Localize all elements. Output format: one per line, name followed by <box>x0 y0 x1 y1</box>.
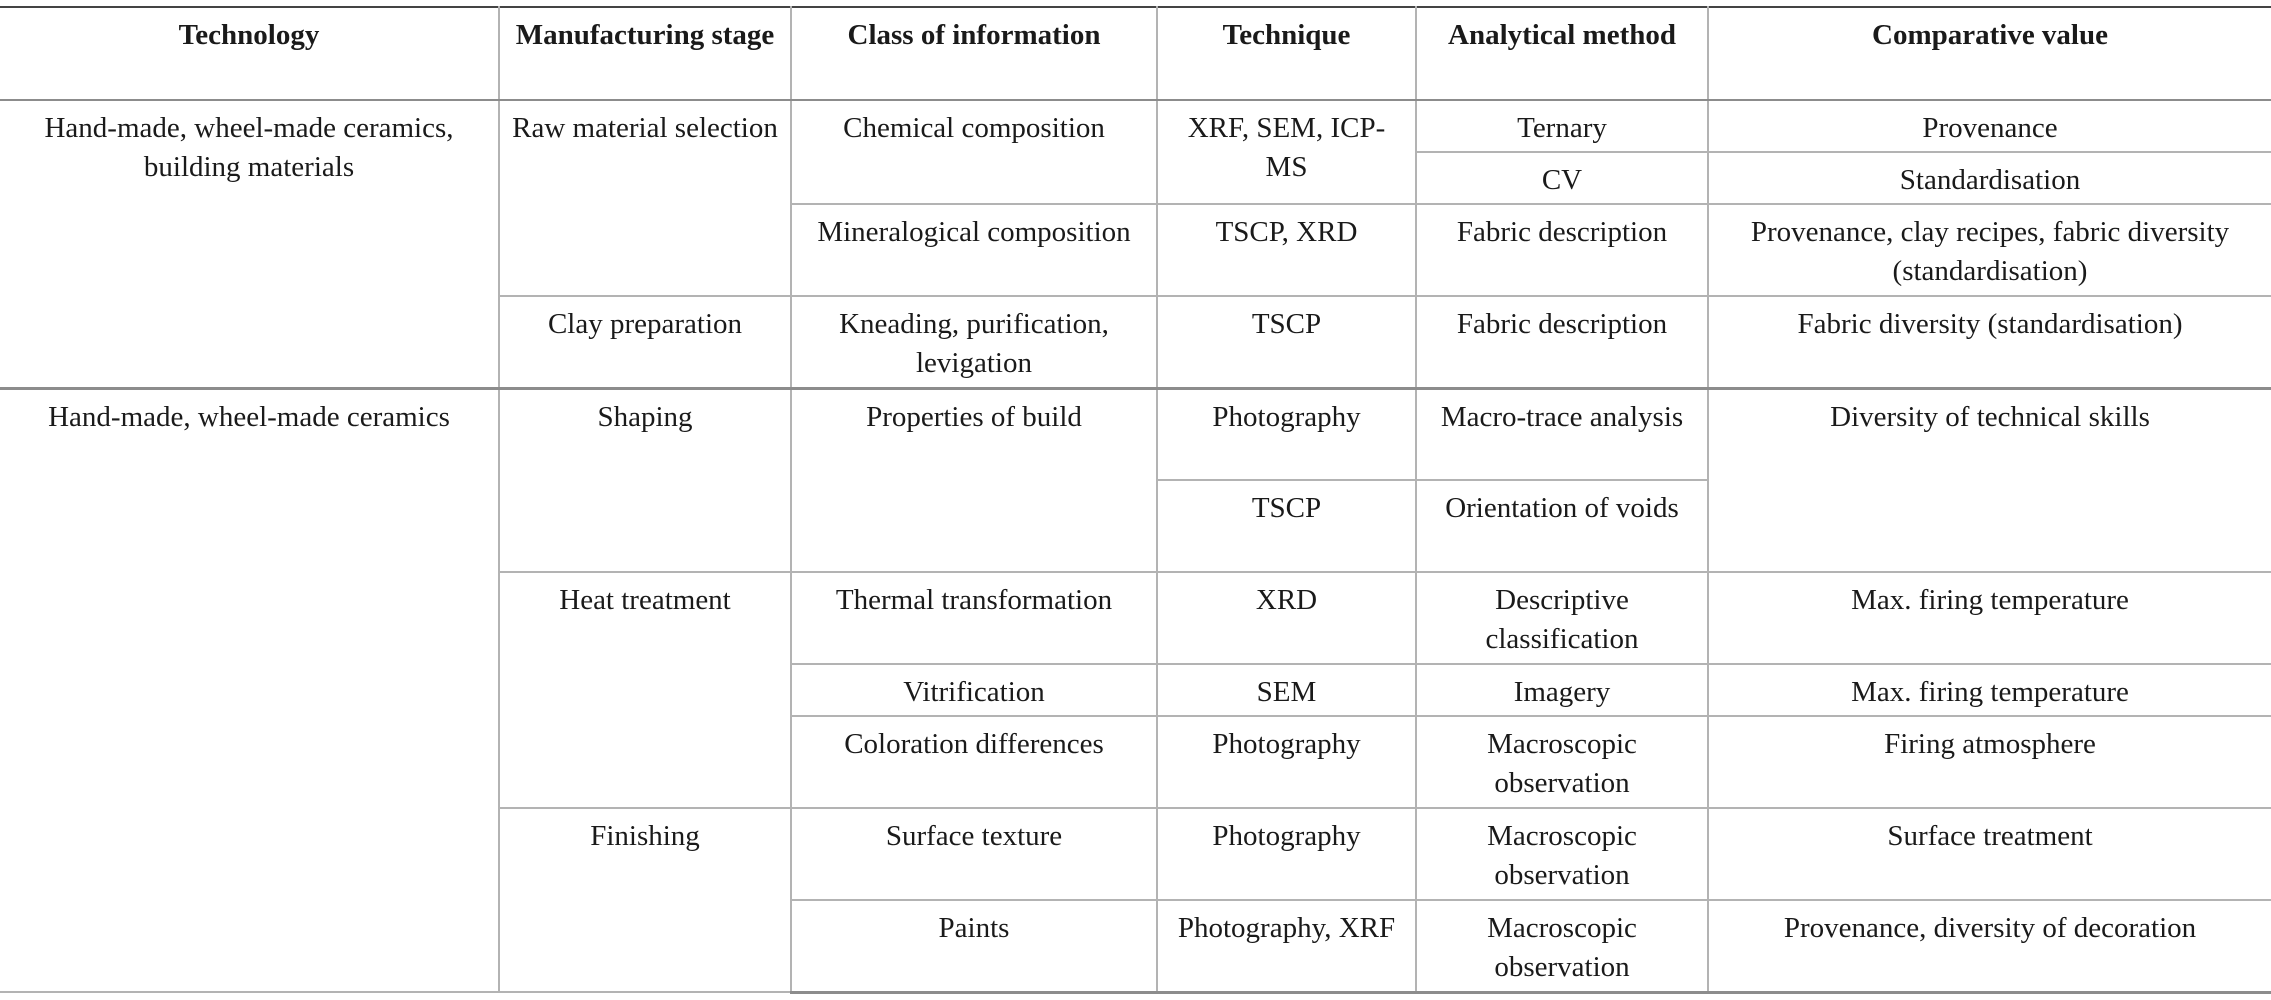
technique-cell: Photography, XRF <box>1157 900 1416 992</box>
class-cell: Thermal transformation <box>791 572 1157 664</box>
header-row <box>0 7 2271 100</box>
method-cell: Descriptive classification <box>1416 572 1708 664</box>
method-cell: Macro-trace analysis <box>1416 388 1708 480</box>
stage-cell: Finishing <box>499 808 791 992</box>
value-cell: Max. firing temperature <box>1708 572 2271 664</box>
technique-cell: TSCP <box>1157 480 1416 572</box>
class-cell: Coloration differences <box>791 716 1157 808</box>
value-cell: Diversity of technical skills <box>1708 388 2271 572</box>
class-cell: Surface texture <box>791 808 1157 900</box>
method-cell: Macroscopic observation <box>1416 716 1708 808</box>
value-cell: Provenance <box>1708 100 2271 152</box>
value-cell: Max. firing temperature <box>1708 664 2271 716</box>
method-cell: Fabric description <box>1416 204 1708 296</box>
technique-cell: SEM <box>1157 664 1416 716</box>
technique-cell: Photography <box>1157 808 1416 900</box>
header-class-of-information: Class of information <box>791 7 1157 100</box>
technique-cell: TSCP, XRD <box>1157 204 1416 296</box>
method-cell: Macroscopic observation <box>1416 808 1708 900</box>
method-cell: CV <box>1416 152 1708 204</box>
stage-cell: Raw material selection <box>499 100 791 296</box>
class-cell: Paints <box>791 900 1157 992</box>
value-cell: Surface treatment <box>1708 808 2271 900</box>
table-row <box>0 100 2271 152</box>
value-cell: Firing atmosphere <box>1708 716 2271 808</box>
stage-cell: Heat treatment <box>499 572 791 808</box>
method-cell: Macroscopic observation <box>1416 900 1708 992</box>
technique-cell: Photography <box>1157 388 1416 480</box>
class-cell: Properties of build <box>791 388 1157 572</box>
header-technology: Technology <box>0 7 499 100</box>
technology-cell: Hand-made, wheel-made ceramics <box>0 388 499 992</box>
ceramic-analysis-table <box>0 6 2271 994</box>
technology-cell: Hand-made, wheel-made ceramics, building materials <box>0 100 499 388</box>
value-cell: Fabric diversity (standardisation) <box>1708 296 2271 388</box>
method-cell: Imagery <box>1416 664 1708 716</box>
method-cell: Orientation of voids <box>1416 480 1708 572</box>
table-row <box>0 388 2271 480</box>
header-technique: Technique <box>1157 7 1416 100</box>
header-comparative-value: Comparative value <box>1708 7 2271 100</box>
header-analytical-method: Analytical method <box>1416 7 1708 100</box>
value-cell: Standardisation <box>1708 152 2271 204</box>
method-cell: Fabric description <box>1416 296 1708 388</box>
class-cell: Vitrification <box>791 664 1157 716</box>
technique-cell: TSCP <box>1157 296 1416 388</box>
class-cell: Kneading, purification, levigation <box>791 296 1157 388</box>
class-cell: Mineralogical composition <box>791 204 1157 296</box>
technique-cell: Photography <box>1157 716 1416 808</box>
method-cell: Ternary <box>1416 100 1708 152</box>
header-manufacturing-stage: Manufacturing stage <box>499 7 791 100</box>
value-cell: Provenance, clay recipes, fabric diversity (standardisation) <box>1708 204 2271 296</box>
class-cell: Chemical composition <box>791 100 1157 204</box>
technique-cell: XRF, SEM, ICP-MS <box>1157 100 1416 204</box>
stage-cell: Shaping <box>499 388 791 572</box>
stage-cell: Clay preparation <box>499 296 791 388</box>
technique-cell: XRD <box>1157 572 1416 664</box>
value-cell: Provenance, diversity of decoration <box>1708 900 2271 992</box>
